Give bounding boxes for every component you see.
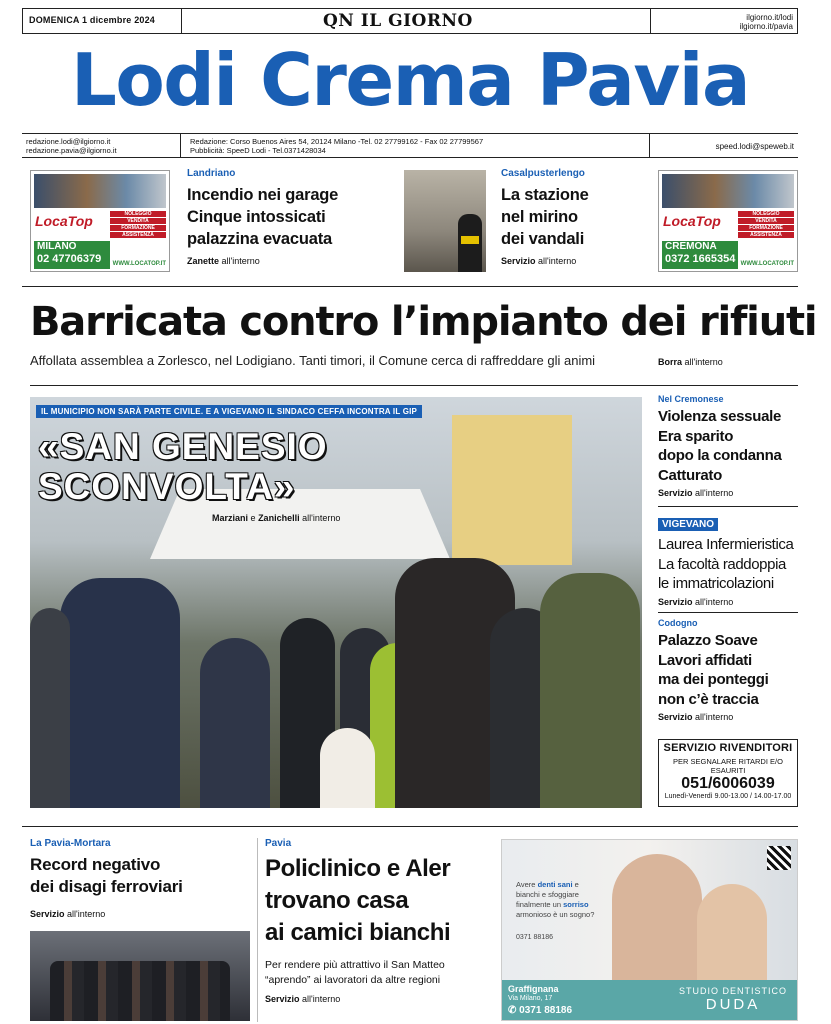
info-bar <box>22 133 798 158</box>
headline-line: Record negativo <box>30 855 161 874</box>
divider <box>22 286 798 287</box>
story-codogno[interactable] <box>658 618 798 722</box>
ad-logo: LocaTop <box>35 213 93 229</box>
photo-fire-building <box>404 170 486 272</box>
photo-train-passengers <box>30 931 250 1021</box>
ad-studio-name <box>679 986 787 1013</box>
story-kicker: Codogno <box>658 618 698 628</box>
ad-msg-part: Avere <box>516 880 536 889</box>
ad-msg-part: e bianchi e sfoggiare finalmente un <box>516 880 579 909</box>
site-urls <box>740 13 793 31</box>
headline-line: ma dei ponteggi <box>658 671 769 688</box>
ad-msg-part: sorriso <box>563 900 589 909</box>
headline-line: palazzina evacuata <box>187 230 332 248</box>
pubblicita-info: Pubblicità: SpeeD Lodi - Tel.0371428034 <box>190 146 326 155</box>
photo-overline: IL MUNICIPIO NON SARÀ PARTE CIVILE. E A VIGEVANO IL SINDACO CEFFA INCONTRA IL GIP <box>36 405 422 418</box>
top-bar <box>22 8 798 34</box>
headline-line: Violenza sessuale <box>658 408 782 425</box>
url-pavia[interactable]: ilgiorno.it/pavia <box>739 22 793 31</box>
issue-date: DOMENICA 1 dicembre 2024 <box>29 15 156 25</box>
story-headline <box>265 853 493 949</box>
story-headline <box>658 631 798 709</box>
ad-service: FORMAZIONE <box>738 225 794 231</box>
story-byline <box>658 597 798 607</box>
ad-service: VENDITA <box>738 218 794 224</box>
main-author: Borra <box>658 357 683 367</box>
ad-locatop-cremona[interactable] <box>658 170 798 272</box>
headline-line: dei vandali <box>501 230 585 248</box>
headline-line: Incendio nei garage <box>187 186 339 204</box>
ad-service: NOLEGGIO <box>738 211 794 217</box>
quote-line: «SAN GENESIO <box>38 426 328 467</box>
story-byline <box>187 256 397 266</box>
rivenditori-sub: PER SEGNALARE RITARDI E/O ESAURITI <box>673 757 783 775</box>
ad-phone[interactable] <box>508 1005 572 1016</box>
story-headline <box>501 184 641 250</box>
story-where: all'interno <box>221 256 260 266</box>
ad-city: MILANO <box>37 241 77 252</box>
story-byline <box>658 488 798 498</box>
main-byline <box>658 357 723 367</box>
story-byline <box>658 712 798 722</box>
story-cremonese[interactable] <box>658 394 798 498</box>
ad-address: Via Milano, 17 <box>508 995 553 1002</box>
story-kicker: Landriano <box>187 168 236 179</box>
ad-web: WWW.LOCATOP.IT <box>112 261 166 267</box>
photo-byline <box>212 513 340 523</box>
main-subheadline: Affollata assemblea a Zorlesco, nel Lodigiano. Tanti timori, il Comune cerca di raffreddare gli animi <box>30 353 596 368</box>
ad-msg-part: denti sani <box>537 880 573 889</box>
headline-line: le immatricolazioni <box>658 575 774 592</box>
divider <box>658 506 798 507</box>
story-where: all'interno <box>538 256 577 266</box>
masthead: Lodi Crema Pavia <box>70 38 750 122</box>
story-where: all'interno <box>695 596 734 607</box>
rivenditori-title: SERVIZIO RIVENDITORI <box>663 742 793 754</box>
story-kicker: Nel Cremonese <box>658 394 724 404</box>
headline-line: trovano casa <box>265 887 409 914</box>
story-author: Servizio <box>501 256 536 266</box>
headline-line: non c’è traccia <box>658 690 759 708</box>
ad-footer <box>502 980 797 1020</box>
main-headline[interactable]: Barricata contro l’impianto dei rifiuti <box>30 299 817 345</box>
studio-brand: DUDA <box>705 996 761 1013</box>
story-pavia-mortara[interactable] <box>30 838 250 919</box>
headline-line: dei disagi ferroviari <box>30 877 183 896</box>
story-kicker: VIGEVANO <box>658 518 718 531</box>
column-divider <box>257 838 258 1022</box>
ad-city-box <box>34 241 110 269</box>
email-lodi[interactable]: redazione.lodi@ilgiorno.it <box>26 137 111 146</box>
redazione-address: Redazione: Corso Buenos Aires 54, 20124 Milano -Tel. 02 27799162 - Fax 02 27799567 <box>190 137 484 146</box>
ad-message <box>516 880 596 920</box>
photo-san-genesio[interactable] <box>30 397 642 808</box>
story-headline <box>658 535 798 594</box>
emails <box>26 137 117 155</box>
building-shape <box>452 415 572 565</box>
crowd <box>30 558 642 808</box>
passengers <box>50 961 230 1021</box>
story-kicker: Pavia <box>265 838 292 849</box>
story-landriano[interactable] <box>187 168 397 266</box>
newspaper-brand: QN IL GIORNO <box>323 11 473 31</box>
ad-city: CREMONA <box>665 241 717 252</box>
ad-city: Graffignana <box>508 984 559 994</box>
headline-line: ai camici bianchi <box>265 919 451 946</box>
story-subheadline <box>265 958 493 988</box>
email-pavia[interactable]: redazione.pavia@ilgiorno.it <box>26 146 117 155</box>
photo-and: e <box>250 513 256 523</box>
story-author: Servizio <box>265 994 300 1004</box>
divider <box>30 385 798 386</box>
ad-service: ASSISTENZA <box>110 232 166 238</box>
headline-line: Era sparito <box>658 427 734 445</box>
story-where: all'interno <box>695 712 734 722</box>
ad-locatop-milano[interactable] <box>30 170 170 272</box>
ad-phone: 02 47706379 <box>37 253 102 265</box>
story-kicker: La Pavia-Mortara <box>30 838 111 849</box>
headline-line: dopo la condanna <box>658 447 782 464</box>
headline-line: La stazione <box>501 186 589 204</box>
url-lodi[interactable]: ilgiorno.it/lodi <box>746 13 793 22</box>
qr-code-icon[interactable] <box>767 846 791 870</box>
divider <box>22 826 798 827</box>
headline-line: Lavori affidati <box>658 651 752 669</box>
story-byline <box>501 256 641 266</box>
headline-line: Policlinico e Aler <box>265 855 451 882</box>
story-byline <box>265 994 493 1004</box>
ad-phone: 0372 1665354 <box>665 253 736 265</box>
story-headline <box>658 407 798 485</box>
story-vigevano[interactable] <box>658 514 798 607</box>
rivenditori-phone[interactable]: 051/6006039 <box>681 775 775 792</box>
speed-email[interactable]: speed.lodi@speweb.it <box>715 142 794 151</box>
sub-line: “aprendo” ai lavoratori da altre regioni <box>265 974 441 986</box>
headline-line: nel mirino <box>501 208 578 226</box>
phone-icon: ✆ <box>508 1005 517 1016</box>
story-where: all'interno <box>302 994 341 1004</box>
ad-photo <box>34 174 166 208</box>
story-casalpusterlengo[interactable] <box>501 168 641 266</box>
story-kicker: Casalpusterlengo <box>501 168 585 179</box>
ad-phone-number: 0371 88186 <box>519 1005 573 1016</box>
quote-line: SCONVOLTA» <box>38 466 296 507</box>
story-author: Servizio <box>658 712 693 722</box>
story-headline <box>187 184 397 250</box>
story-author: Servizio <box>658 596 693 607</box>
story-byline <box>30 909 250 919</box>
photo-where: all'interno <box>302 513 341 523</box>
ad-service: FORMAZIONE <box>110 225 166 231</box>
ad-studio-dentistico[interactable] <box>501 839 798 1021</box>
ad-city-box <box>662 241 738 269</box>
studio-label: STUDIO DENTISTICO <box>678 986 787 996</box>
story-where: all'interno <box>67 909 106 919</box>
sub-line: Per rendere più attrattivo il San Matteo <box>265 959 445 971</box>
story-author: Servizio <box>30 909 65 919</box>
ad-logo: LocaTop <box>663 213 721 229</box>
ad-photo <box>662 174 794 208</box>
story-headline <box>30 854 250 898</box>
ad-small-phone: 0371 88186 <box>516 934 553 941</box>
ad-service: ASSISTENZA <box>738 232 794 238</box>
photo-author: Marziani <box>212 513 249 523</box>
rivenditori-hours: Lunedì-Venerdì 9.00-13.00 / 14.00-17.00 <box>664 793 792 800</box>
photo-author: Zanichelli <box>258 513 300 523</box>
ad-service: VENDITA <box>110 218 166 224</box>
ad-services <box>110 211 166 239</box>
divider <box>658 612 798 613</box>
firefighter-figure <box>458 214 482 272</box>
main-where: all'interno <box>684 357 723 367</box>
story-where: all'interno <box>695 488 734 498</box>
story-policlinico[interactable] <box>265 838 493 1004</box>
ad-web: WWW.LOCATOP.IT <box>740 261 794 267</box>
photo-quote <box>38 427 328 507</box>
story-author: Servizio <box>658 488 693 498</box>
headline-line: Laurea Infermieristica <box>658 536 794 553</box>
headline-line: La facoltà raddoppia <box>658 555 786 573</box>
ad-msg-part: armonioso è un sogno? <box>516 910 595 919</box>
ad-service: NOLEGGIO <box>110 211 166 217</box>
headline-line: Palazzo Soave <box>658 632 758 649</box>
servizio-rivenditori-box <box>658 739 798 807</box>
headline-line: Catturato <box>658 466 722 484</box>
ad-man-figure <box>612 854 702 994</box>
story-author: Zanette <box>187 256 220 266</box>
headline-line: Cinque intossicati <box>187 208 326 226</box>
ad-services <box>738 211 794 239</box>
redazione-info <box>190 137 483 155</box>
